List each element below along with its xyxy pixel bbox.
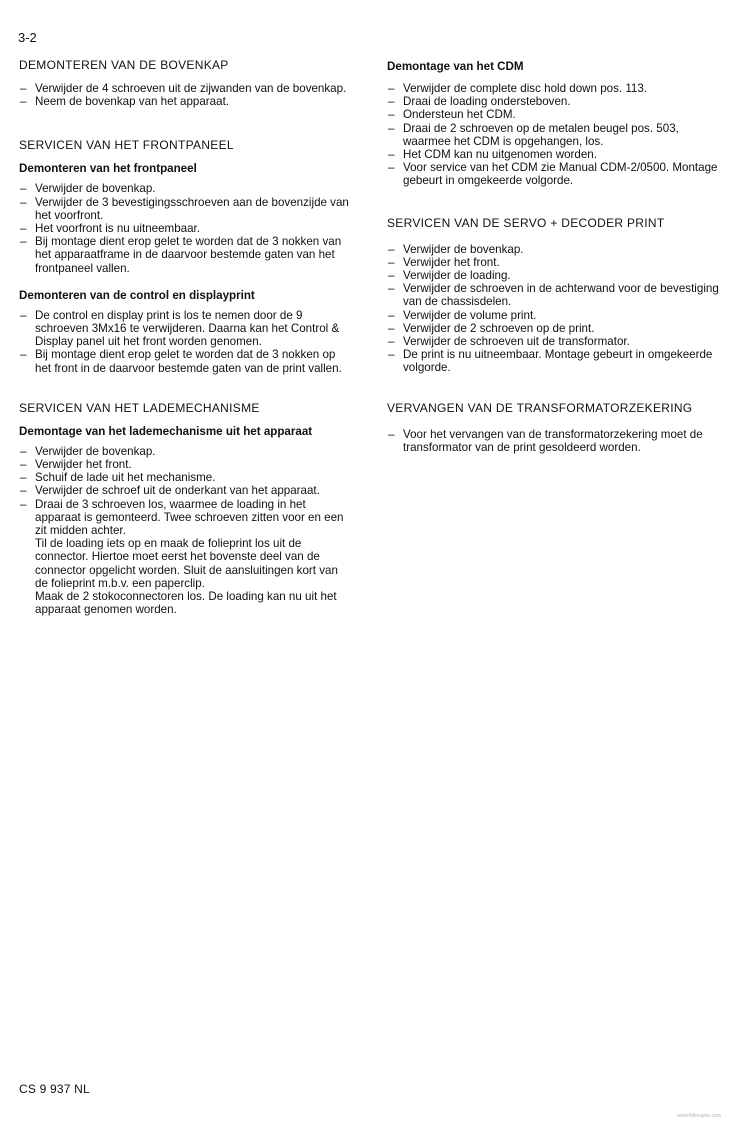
- section-title-bovenkap: DEMONTEREN VAN DE BOVENKAP: [19, 58, 229, 72]
- list-item: – Draai de loading ondersteboven.: [387, 95, 719, 108]
- list-lademechanisme: [19, 445, 354, 617]
- subsection-title-control-displayprint: Demonteren van de control en displayprint: [19, 288, 255, 302]
- list-item: – Draai de 2 schroeven op de metalen beugel pos. 503, waarmee het CDM is opgehangen, los.: [387, 122, 719, 148]
- list-cdm: [387, 82, 719, 188]
- list-item: – Verwijder de 2 schroeven op de print.: [387, 322, 719, 335]
- list-item: – Voor service van het CDM zie Manual CDM-2/0500. Montage gebeurt in omgekeerde volgorde.: [387, 161, 719, 187]
- list-item-paragraph: Maak de 2 stokoconnectoren los. De loading kan nu uit het apparaat genomen worden.: [35, 590, 337, 617]
- list-item-paragraph: – Draai de 3 schroeven los, waarmee de loading in het apparaat is gemonteerd. Twee schroeven zitten voor en een zit midden achter.: [35, 497, 344, 538]
- subsection-title-cdm: Demontage van het CDM: [387, 60, 524, 73]
- list-item: – Verwijder de schroeven uit de transformator.: [387, 335, 719, 348]
- list-item: – Schuif de lade uit het mechanisme.: [19, 471, 354, 484]
- section-frontpaneel: [19, 138, 354, 374]
- list-bovenkap: [19, 82, 354, 108]
- list-item: – Verwijder de complete disc hold down pos. 113.: [387, 82, 719, 95]
- list-control-displayprint: [19, 309, 354, 375]
- list-item: – Het CDM kan nu uitgenomen worden.: [387, 148, 719, 161]
- section-bovenkap: [19, 58, 354, 108]
- list-item: – Verwijder het front.: [19, 458, 354, 471]
- section-title-frontpaneel: SERVICEN VAN HET FRONTPANEEL: [19, 138, 234, 153]
- list-item: – Verwijder de bovenkap.: [19, 445, 354, 458]
- list-item: [19, 498, 354, 617]
- section-title-lademechanisme: SERVICEN VAN HET LADEMECHANISME: [19, 400, 260, 415]
- list-item: – Neem de bovenkap van het apparaat.: [19, 95, 354, 108]
- section-servo-decoder: [387, 216, 719, 375]
- list-item: – Verwijder de schroeven in de achterwand voor de bevestiging van de chassisdelen.: [387, 282, 719, 308]
- list-item: – Verwijder de bovenkap.: [387, 243, 719, 256]
- section-title-servo-decoder: SERVICEN VAN DE SERVO + DECODER PRINT: [387, 215, 665, 230]
- list-item: – Ondersteun het CDM.: [387, 108, 719, 121]
- list-item: – Verwijder de volume print.: [387, 309, 719, 322]
- list-item: – Voor het vervangen van de transformatorzekering moet de transformator van de print gesoldeerd worden.: [387, 428, 719, 454]
- section-cdm: [387, 60, 719, 188]
- left-column: [19, 58, 354, 616]
- section-lademechanisme: [19, 401, 354, 617]
- list-item: – De print is nu uitneembaar. Montage gebeurt in omgekeerde volgorde.: [387, 348, 719, 374]
- list-item: – Bij montage dient erop gelet te worden dat de 3 nokken op het front in de daarvoor bestemde gaten van de print vallen.: [19, 348, 354, 374]
- section-title-transformatorzekering: VERVANGEN VAN DE TRANSFORMATORZEKERING: [387, 400, 693, 415]
- list-item: – Verwijder het front.: [387, 256, 719, 269]
- watermark-text: www.hifiengine.com: [676, 1113, 721, 1119]
- list-item: – Bij montage dient erop gelet te worden dat de 3 nokken van het apparaatframe in de daarvoor bestemde gaten van het frontpaneel vallen.: [19, 235, 354, 275]
- subsection-title-lademechanisme: Demontage van het lademechanisme uit het apparaat: [19, 424, 313, 438]
- list-item: – De control en display print is los te nemen door de 9 schroeven 3Mx16 te verwijderen. Daarna kan het Control & Display panel uit het front worden genomen.: [19, 309, 354, 349]
- list-item: – Verwijder de bovenkap.: [19, 182, 354, 195]
- list-item: – Het voorfront is nu uitneembaar.: [19, 222, 354, 235]
- list-item: – Verwijder de 3 bevestigingsschroeven aan de bovenzijde van het voorfront.: [19, 196, 354, 222]
- right-column: [387, 58, 719, 454]
- document-code: CS 9 937 NL: [19, 1082, 90, 1096]
- list-transformatorzekering: [387, 428, 719, 454]
- list-item-paragraph: Til de loading iets op en maak de folieprint los uit de connector. Hiertoe moet eerst het bovenste deel van de connector opgelicht worden. Sluit de aansluitingen kort van de folieprint m.b.v. een paperclip.: [35, 537, 338, 590]
- subsection-title-demonteren-frontpaneel: Demonteren van het frontpaneel: [19, 162, 197, 176]
- list-item: – Verwijder de 4 schroeven uit de zijwanden van de bovenkap.: [19, 82, 354, 95]
- list-demonteren-frontpaneel: [19, 182, 354, 274]
- list-servo-decoder: [387, 243, 719, 375]
- list-item: – Verwijder de schroef uit de onderkant van het apparaat.: [19, 484, 354, 497]
- section-transformatorzekering: [387, 401, 719, 454]
- list-item: – Verwijder de loading.: [387, 269, 719, 282]
- page-number: 3-2: [18, 30, 37, 45]
